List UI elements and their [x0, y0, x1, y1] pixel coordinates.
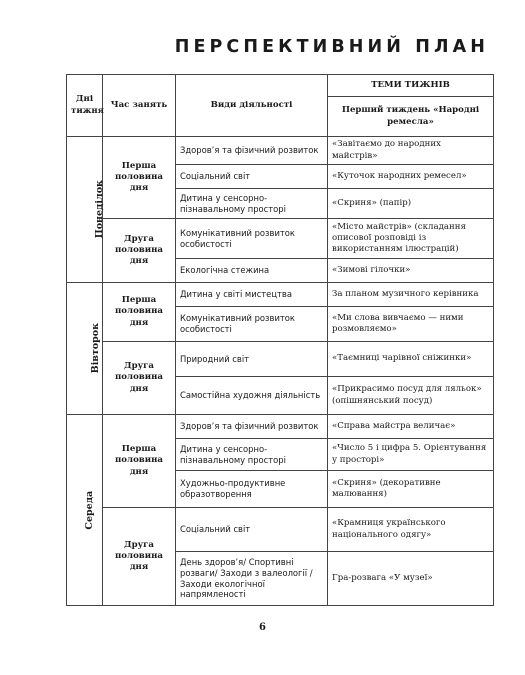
theme-cell: «Куточок народних ремесел»	[328, 165, 494, 189]
activity-cell: Художньо-продуктивне образотворення	[176, 471, 328, 508]
activity-cell: День здоров’я/ Спортивні розваги/ Заходи з валеології /Заходи екологічної напрямленості	[176, 552, 328, 606]
day-cell-wednesday	[67, 415, 103, 606]
activity-cell: Дитина у сенсорно-пізнавальному просторі	[176, 439, 328, 471]
header-topics: ТЕМИ ТИЖНІВ	[328, 75, 494, 97]
activity-cell: Дитина у світі мистецтва	[176, 283, 328, 307]
theme-cell: «Ми слова вивчаємо — ними розмовляємо»	[328, 307, 494, 342]
activity-cell: Природний світ	[176, 342, 328, 377]
day-cell-tuesday	[67, 283, 103, 415]
header-time: Час занять	[103, 75, 176, 137]
activity-cell: Комунікативний розвиток особистості	[176, 307, 328, 342]
half-label: Друга половина дня	[103, 219, 176, 283]
theme-cell: «Зимові гілочки»	[328, 259, 494, 283]
activity-cell: Комунікативний розвиток особистості	[176, 219, 328, 259]
half-label: Друга половина дня	[103, 342, 176, 415]
theme-cell: «Прикрасимо посуд для ляльок» (опішнянський посуд)	[328, 377, 494, 415]
day-name: Середа	[84, 490, 96, 530]
theme-cell: «Місто майстрів» (складання описової розповіді із використанням ілюстрацій)	[328, 219, 494, 259]
day-name: Понеділок	[93, 180, 105, 239]
theme-cell: За планом музичного керівника	[328, 283, 494, 307]
day-cell-monday	[67, 137, 103, 283]
plan-table	[66, 74, 494, 606]
theme-cell: Гра-розвага «У музеї»	[328, 552, 494, 606]
activity-cell: Здоров’я та фізичний розвиток	[176, 137, 328, 165]
activity-cell: Екологічна стежина	[176, 259, 328, 283]
theme-cell: «Число 5 і цифра 5. Орієнтування у просторі»	[328, 439, 494, 471]
day-name: Вівторок	[89, 323, 101, 374]
activity-cell: Здоров’я та фізичний розвиток	[176, 415, 328, 439]
half-label: Перша половина дня	[103, 283, 176, 342]
header-days: Дні тижня	[67, 75, 103, 137]
header-week: Перший тиждень «Народні ремесла»	[328, 97, 494, 137]
activity-cell: Соціальний світ	[176, 165, 328, 189]
half-label: Перша половина дня	[103, 137, 176, 219]
half-label: Друга половина дня	[103, 508, 176, 606]
theme-cell: «Завітаємо до народних майстрів»	[328, 137, 494, 165]
theme-cell: «Скриня» (декоративне малювання)	[328, 471, 494, 508]
theme-cell: «Таємниці чарівної сніжинки»	[328, 342, 494, 377]
activity-cell: Соціальний світ	[176, 508, 328, 552]
activity-cell: Дитина у сенсорно-пізнавальному просторі	[176, 189, 328, 219]
half-label: Перша половина дня	[103, 415, 176, 508]
activity-cell: Самостійна художня діяльність	[176, 377, 328, 415]
page-number: 6	[259, 622, 266, 633]
theme-cell: «Крамниця українського національного одягу»	[328, 508, 494, 552]
theme-cell: «Скриня» (папір)	[328, 189, 494, 219]
header-activity: Види діяльності	[176, 75, 328, 137]
theme-cell: «Справа майстра величає»	[328, 415, 494, 439]
page-title: ПЕРСПЕКТИВНИЙ ПЛАН	[174, 37, 489, 57]
